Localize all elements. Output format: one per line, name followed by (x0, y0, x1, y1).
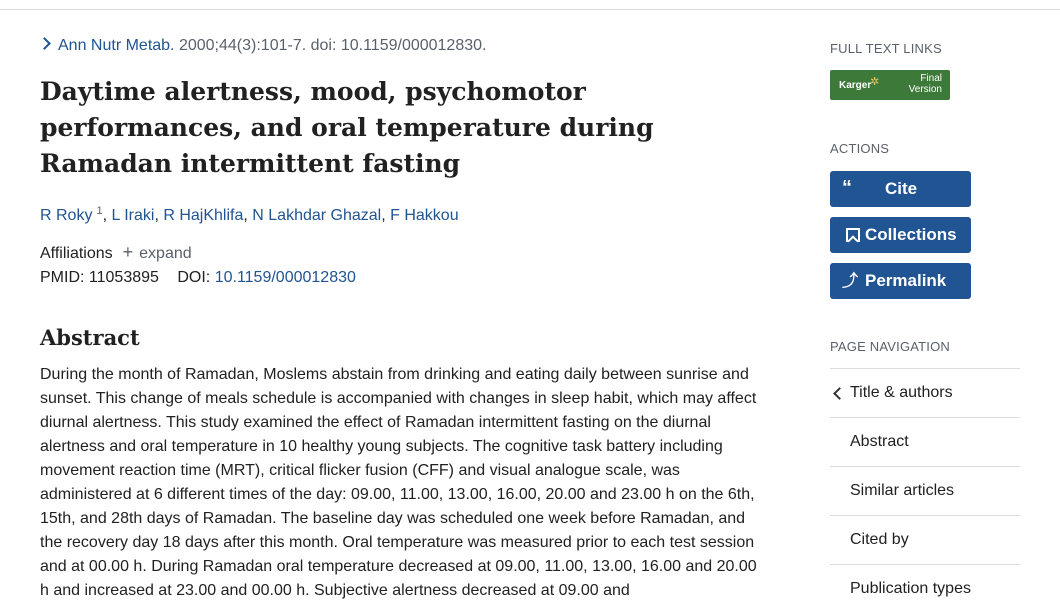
author-link[interactable]: L Iraki (111, 207, 155, 224)
journal-link[interactable]: Ann Nutr Metab. (58, 37, 175, 54)
karger-star-icon: ✲ (870, 76, 880, 88)
quote-icon: “ (842, 177, 852, 199)
karger-full-text-link[interactable] (830, 70, 950, 100)
article-title: Daytime alertness, mood, psychomotor performances, and oral temperature during Ramadan intermittent fasting (40, 77, 654, 178)
citation-line (40, 37, 486, 55)
abstract-text: During the month of Ramadan, Moslems abstain from drinking and eating daily between sunrise and sunset. This change of meals schedule is accompanied with changes in sleep habit, which may affect diurnal alertness. This study examined the effect of Ramadan intermittent fasting on the diurnal alertness and oral temperature in 10 healthy young subjects. The cognitive task battery including movement reaction time (MRT), critical flicker fusion (CFF) and visual analogue scale, was administered at 6 different times of the day: 09.00, 11.00, 13.00, 16.00, 20.00 and 23.00 h on the 6th, 15th, and 28th days of Ramadan. The baseline day was scheduled one week before Ramadan, and the recovery day 18 days after this month. Oral temperature was measured prior to each test session and at 00.00 h. During Ramadan oral temperature decreased at 09.00, 11.00, 13.00, 16.00 and 20.00 h and increased at 23.00 and 00.00 h. Subjective alertness decreased at 09.00 and (40, 366, 757, 599)
author-link[interactable]: R HajKhlifa (163, 207, 244, 224)
abstract-heading: Abstract (40, 325, 140, 350)
citation-details: 2000;44(3):101-7. doi: 10.1159/000012830. (178, 37, 487, 54)
affiliations-label: Affiliations (40, 245, 113, 262)
full-text-heading: FULL TEXT LINKS (830, 41, 942, 56)
authors-list: R Roky $^1$, L Iraki, R HajKhlifa, N Lakhdar Ghazal, F Hakkou (40, 205, 459, 224)
affiliations-toggle[interactable] (40, 242, 192, 263)
nav-item-publication-types[interactable] (830, 564, 1020, 613)
nav-label: Cited by (850, 531, 909, 548)
actions-heading: ACTIONS (830, 141, 890, 156)
pmid-value: 11053895 (88, 269, 159, 286)
article-ids (40, 269, 356, 287)
doi-label: DOI: (177, 269, 211, 286)
permalink-button[interactable] (830, 263, 971, 299)
nav-item-similar-articles[interactable] (830, 466, 1020, 515)
page-nav-heading: PAGE NAVIGATION (830, 339, 951, 354)
author-link[interactable]: R Roky (40, 207, 93, 224)
nav-label: Abstract (850, 433, 909, 450)
nav-item-title-authors[interactable] (830, 368, 1020, 417)
doi-link[interactable]: 10.1159/000012830 (214, 269, 356, 286)
nav-item-abstract[interactable] (830, 417, 1020, 466)
cite-button[interactable] (830, 171, 971, 207)
permalink-label: Permalink (865, 271, 947, 290)
nav-label: Similar articles (850, 482, 955, 499)
chevron-right-icon[interactable] (38, 37, 51, 50)
karger-logo: Karger (839, 80, 872, 91)
chevron-left-icon (833, 387, 846, 400)
collections-button[interactable] (830, 217, 971, 253)
nav-label: Title & authors (850, 384, 953, 401)
cite-label: Cite (885, 179, 918, 198)
plus-icon: + (122, 242, 134, 262)
final-version-label: Final Version (908, 73, 942, 95)
bookmark-icon (846, 228, 860, 242)
author-link[interactable]: F Hakkou (390, 207, 459, 224)
nav-item-cited-by[interactable] (830, 515, 1020, 564)
expand-label[interactable]: expand (139, 245, 192, 262)
pmid-label: PMID: (40, 269, 85, 286)
author-link[interactable]: N Lakhdar Ghazal (252, 207, 382, 224)
nav-label: Publication types (850, 580, 971, 597)
top-divider (0, 0, 1060, 10)
collections-label: Collections (865, 225, 957, 244)
share-icon: ⤴ (842, 273, 859, 290)
affiliation-ref[interactable]: 1 (96, 205, 103, 217)
